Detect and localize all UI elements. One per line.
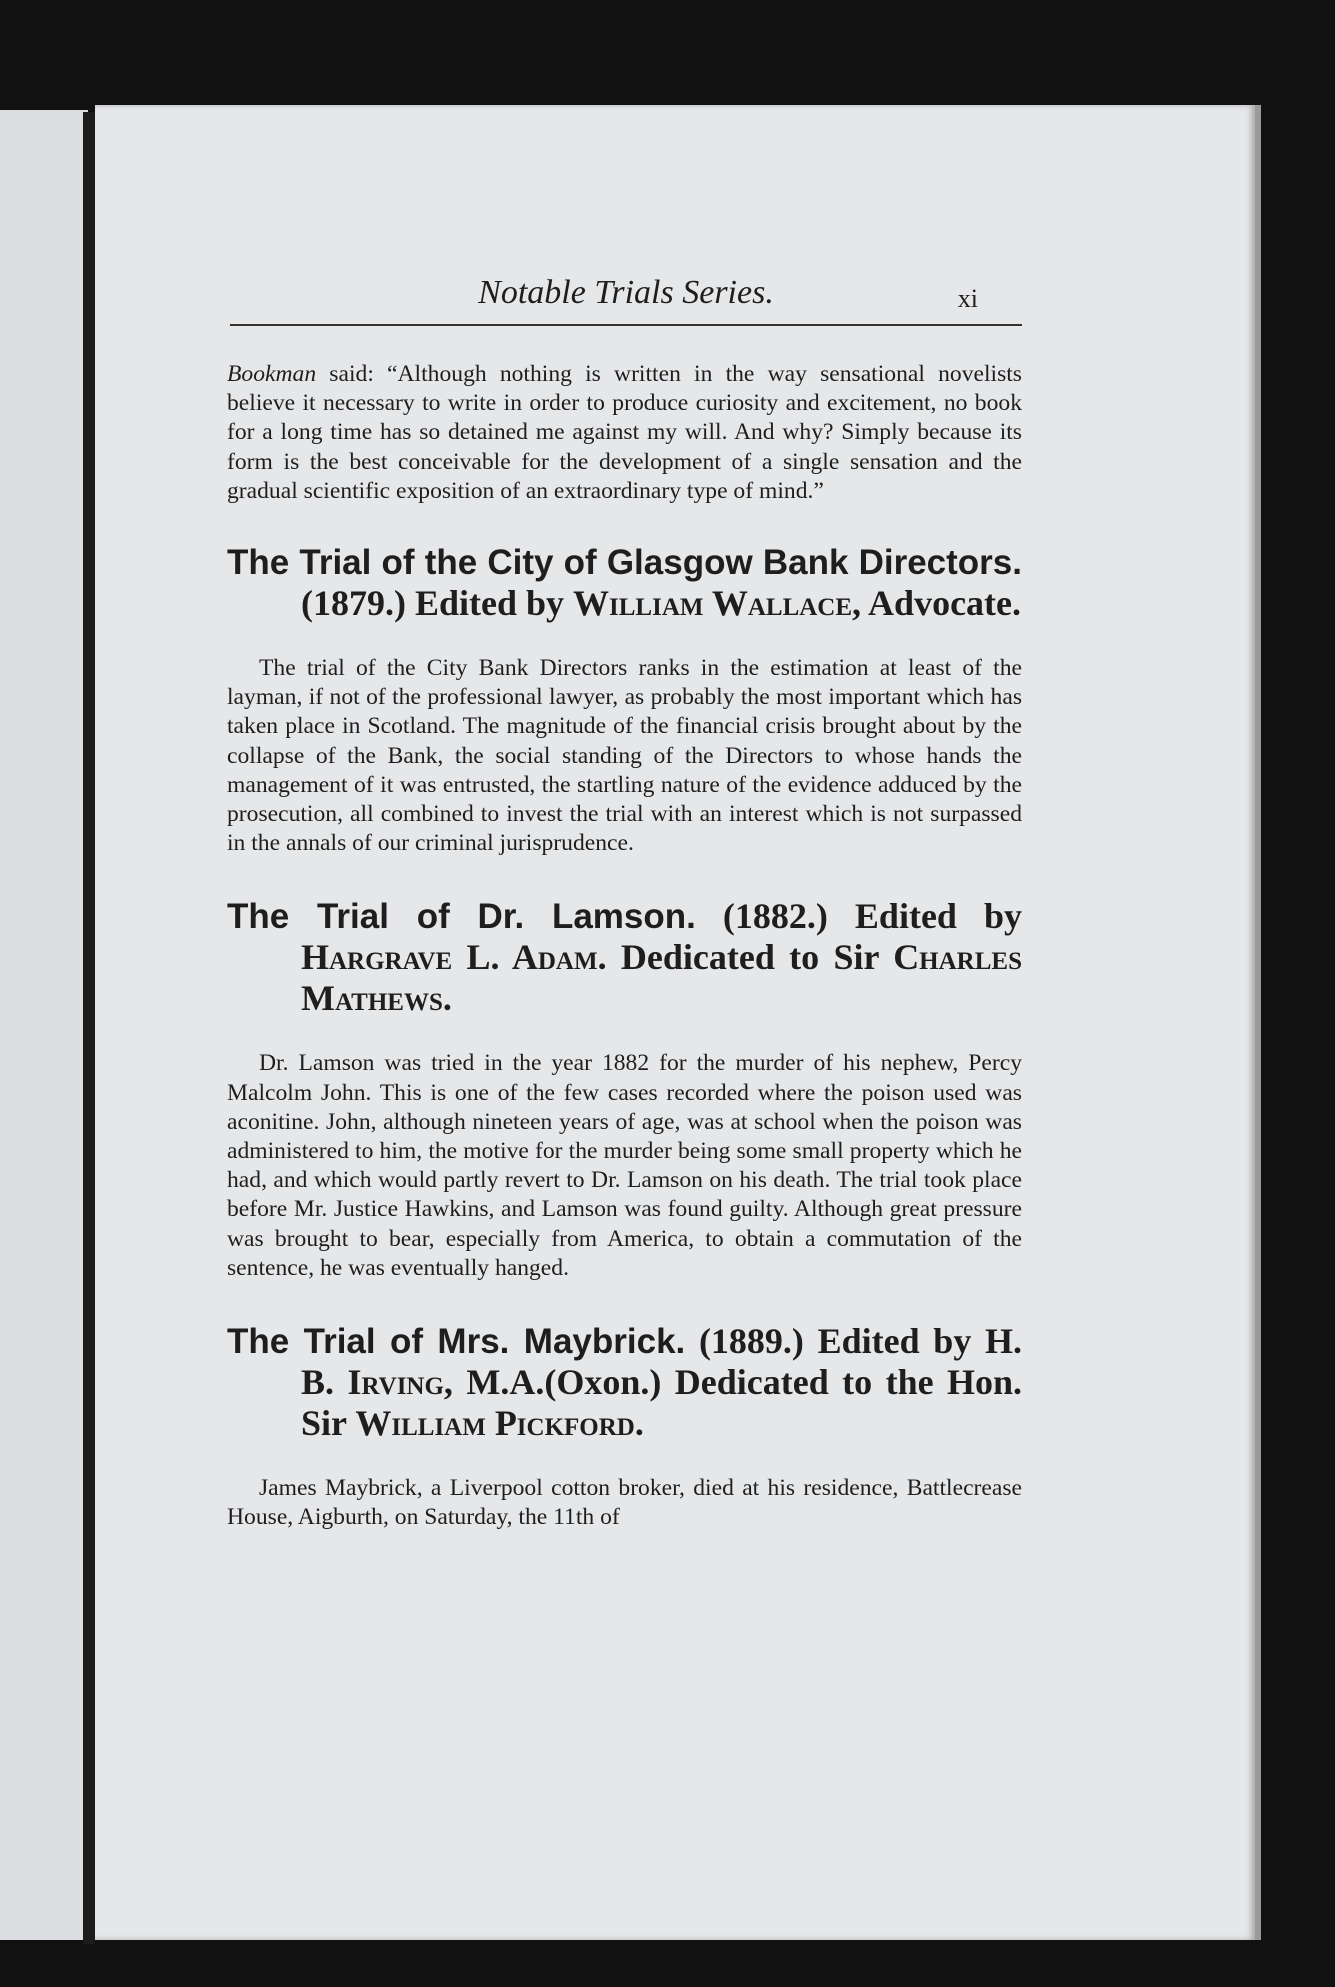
entry-year: (1889.) — [685, 1321, 818, 1362]
entry-heading — [227, 542, 1022, 624]
entry-dedicatee: Charles Mathews — [301, 937, 1022, 1019]
intro-text: said: “Although nothing is written in the way sensational novelists believe it necessary to write in order to produce curiosity and excitement, no book for a long time has so detained me against my will. And why? Simply because its form is the best conceivable for the development of a single sensation and the gradual scientific exposition of an extraordinary type of mind.” — [227, 361, 1022, 504]
entry-editor: William Wallace — [573, 583, 853, 624]
running-head — [230, 268, 1022, 326]
entry-editor-prefix: Edited by H. B. — [301, 1321, 1022, 1403]
page-number: xi — [957, 284, 978, 313]
entry-editor: Irving — [347, 1362, 444, 1403]
page-text — [227, 360, 1022, 1532]
facing-page-edge — [0, 110, 88, 1940]
entry-year: (1882.) — [695, 896, 855, 937]
book-gutter — [83, 112, 95, 1944]
entry-editor-suffix: . — [597, 937, 621, 978]
entry-dedication-suffix: . — [442, 978, 452, 1019]
intro-paragraph — [227, 360, 1022, 506]
entry-editor-prefix: Edited by — [414, 583, 574, 624]
entry-editor-suffix: , M.A.(Oxon.) — [443, 1362, 675, 1403]
entry-glasgow-bank — [227, 542, 1022, 858]
page-edge-right — [1255, 105, 1261, 1940]
entry-editor: Hargrave L. Adam — [301, 937, 598, 978]
entry-heading — [227, 896, 1022, 1019]
entry-dedication-prefix: Dedicated to Sir — [620, 937, 894, 978]
entry-title: The Trial of the City of Glasgow Bank Directors. — [227, 543, 1022, 583]
entry-lamson — [227, 896, 1022, 1283]
entry-dedicatee: William Pickford — [355, 1403, 635, 1444]
entry-description: The trial of the City Bank Directors ranks in the estimation at least of the layman, if not of the professional lawyer, as probably the most important which has taken place in Scotland. The magnitude of the financial crisis brought about by the collapse of the Bank, the social standing of the Directors to whose hands the management of it was entrusted, the startling nature of the evidence adduced by the prosecution, all combined to invest the trial with an interest which is not surpassed in the annals of our criminal jurisprudence. — [227, 655, 1022, 857]
entry-dedication-suffix: . — [634, 1403, 644, 1444]
entry-year: (1879.) — [301, 583, 415, 624]
entry-maybrick — [227, 1321, 1022, 1532]
entry-editor-suffix: , Advocate. — [852, 583, 1022, 624]
entry-heading — [227, 1321, 1022, 1444]
entry-description: Dr. Lamson was tried in the year 1882 for the murder of his nephew, Percy Malcolm John. This is one of the few cases recorded where the poison used was aconitine. John, although nineteen years of age, was at school when the poison was administered to him, the motive for the murder being some small property which he had, and which would partly revert to Dr. Lamson on his death. The trial took place before Mr. Justice Hawkins, and Lamson was found guilty. Although great pressure was brought to bear, especially from America, to obtain a commutation of the sentence, he was eventually hanged. — [227, 1050, 1022, 1281]
entry-dedication-prefix: Dedicated to the Hon. Sir — [301, 1362, 1023, 1444]
entry-description: James Maybrick, a Liverpool cotton broker, died at his residence, Battlecrease House, Aigburth, on Saturday, the 11th of — [227, 1475, 1022, 1531]
entry-title: The Trial of Dr. Lamson. — [227, 897, 696, 937]
entry-title: The Trial of Mrs. Maybrick. — [227, 1322, 686, 1362]
running-head-title: Notable Trials Series. — [478, 274, 774, 311]
entry-editor-prefix: Edited by — [854, 896, 1022, 937]
journal-name: Bookman — [227, 361, 317, 387]
